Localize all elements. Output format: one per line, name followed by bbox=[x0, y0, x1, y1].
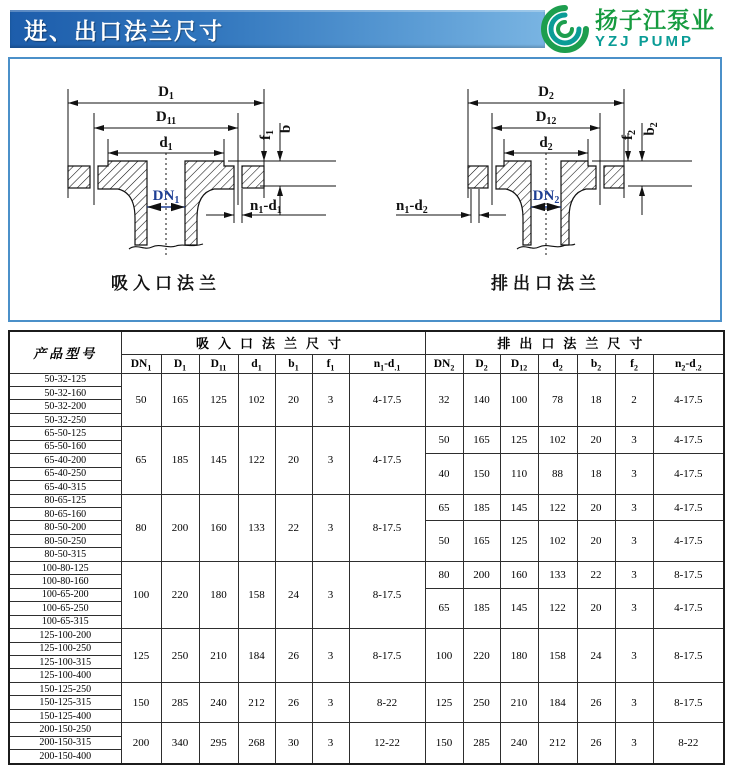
suction-value-cell: 212 bbox=[238, 682, 275, 722]
column-header: $D_{11}$ bbox=[199, 354, 238, 373]
dim-label-n1d1: $n_1-d_1$ bbox=[250, 198, 282, 216]
discharge-value-cell: 8-17.5 bbox=[653, 561, 724, 588]
suction-section-header: 吸入口法兰尺寸 bbox=[121, 331, 425, 354]
discharge-value-cell: 110 bbox=[500, 454, 538, 494]
product-model-cell: 65-40-200 bbox=[9, 454, 121, 467]
product-model-cell: 150-125-400 bbox=[9, 709, 121, 722]
product-model-cell: 80-65-125 bbox=[9, 494, 121, 507]
table-row bbox=[9, 373, 724, 386]
discharge-value-cell: 200 bbox=[463, 561, 500, 588]
logo-company-en: YZJ PUMP bbox=[595, 33, 695, 50]
diagram-panel bbox=[8, 57, 722, 322]
discharge-value-cell: 100 bbox=[500, 373, 538, 427]
discharge-value-cell: 125 bbox=[425, 682, 463, 722]
table-row bbox=[9, 561, 724, 574]
discharge-value-cell: 22 bbox=[577, 561, 615, 588]
dim-label-D2: $D_2$ bbox=[538, 84, 554, 102]
discharge-value-cell: 20 bbox=[577, 588, 615, 628]
suction-value-cell: 3 bbox=[312, 427, 349, 494]
product-model-cell: 150-125-315 bbox=[9, 696, 121, 709]
column-header: $b_2$ bbox=[577, 354, 615, 373]
discharge-value-cell: 3 bbox=[615, 521, 653, 561]
suction-value-cell: 200 bbox=[161, 494, 199, 561]
suction-value-cell: 22 bbox=[275, 494, 312, 561]
suction-value-cell: 125 bbox=[121, 629, 161, 683]
logo-company-cn: 扬子江泵业 bbox=[595, 7, 715, 33]
suction-value-cell: 165 bbox=[161, 373, 199, 427]
flange-dimension-table-wrap bbox=[8, 330, 725, 765]
section-header-row bbox=[9, 331, 724, 354]
table-row bbox=[9, 494, 724, 507]
product-model-cell: 125-100-200 bbox=[9, 629, 121, 642]
discharge-value-cell: 20 bbox=[577, 521, 615, 561]
product-model-cell: 50-32-200 bbox=[9, 400, 121, 413]
table-row bbox=[9, 682, 724, 695]
discharge-value-cell: 100 bbox=[425, 629, 463, 683]
dim-label-D12: $D_{12}$ bbox=[535, 109, 557, 127]
discharge-value-cell: 185 bbox=[463, 494, 500, 521]
logo bbox=[540, 2, 730, 56]
discharge-value-cell: 8-22 bbox=[653, 723, 724, 764]
column-header: $d_1$ bbox=[238, 354, 275, 373]
discharge-value-cell: 78 bbox=[538, 373, 577, 427]
product-model-cell: 50-32-125 bbox=[9, 373, 121, 386]
dim-label-D1: $D_1$ bbox=[158, 84, 174, 102]
product-model-cell: 200-150-315 bbox=[9, 736, 121, 749]
suction-value-cell: 8-22 bbox=[349, 682, 425, 722]
discharge-value-cell: 4-17.5 bbox=[653, 454, 724, 494]
product-model-cell: 200-150-250 bbox=[9, 723, 121, 736]
column-header: $d_2$ bbox=[538, 354, 577, 373]
discharge-value-cell: 88 bbox=[538, 454, 577, 494]
product-model-cell: 100-65-200 bbox=[9, 588, 121, 601]
suction-value-cell: 125 bbox=[199, 373, 238, 427]
suction-value-cell: 65 bbox=[121, 427, 161, 494]
discharge-value-cell: 24 bbox=[577, 629, 615, 683]
table-row bbox=[9, 427, 724, 440]
suction-value-cell: 3 bbox=[312, 494, 349, 561]
discharge-value-cell: 20 bbox=[577, 427, 615, 454]
discharge-value-cell: 65 bbox=[425, 494, 463, 521]
discharge-value-cell: 150 bbox=[425, 723, 463, 764]
discharge-value-cell: 65 bbox=[425, 588, 463, 628]
suction-value-cell: 26 bbox=[275, 629, 312, 683]
discharge-value-cell: 8-17.5 bbox=[653, 682, 724, 722]
swirl-vortex-icon bbox=[540, 4, 590, 54]
column-header: $n_1-d_{.1}$ bbox=[349, 354, 425, 373]
product-model-cell: 80-50-250 bbox=[9, 534, 121, 547]
dim-label-D11: $D_{11}$ bbox=[155, 109, 177, 127]
discharge-value-cell: 102 bbox=[538, 521, 577, 561]
discharge-value-cell: 122 bbox=[538, 588, 577, 628]
discharge-value-cell: 185 bbox=[463, 588, 500, 628]
dim-label-b2: $b_2$ bbox=[642, 122, 660, 136]
column-header: $DN_2$ bbox=[425, 354, 463, 373]
discharge-value-cell: 184 bbox=[538, 682, 577, 722]
discharge-value-cell: 4-17.5 bbox=[653, 588, 724, 628]
suction-value-cell: 24 bbox=[275, 561, 312, 628]
discharge-value-cell: 3 bbox=[615, 454, 653, 494]
column-header: $f_2$ bbox=[615, 354, 653, 373]
column-header: $DN_1$ bbox=[121, 354, 161, 373]
discharge-value-cell: 18 bbox=[577, 373, 615, 427]
page-title: 进、出口法兰尺寸 bbox=[24, 17, 224, 44]
discharge-value-cell: 250 bbox=[463, 682, 500, 722]
column-header: $D_2$ bbox=[463, 354, 500, 373]
product-model-cell: 150-125-250 bbox=[9, 682, 121, 695]
discharge-value-cell: 160 bbox=[500, 561, 538, 588]
discharge-value-cell: 20 bbox=[577, 494, 615, 521]
product-model-cell: 50-32-250 bbox=[9, 413, 121, 426]
title-bar bbox=[10, 10, 545, 48]
discharge-value-cell: 125 bbox=[500, 427, 538, 454]
discharge-value-cell: 165 bbox=[463, 521, 500, 561]
product-model-cell: 100-65-250 bbox=[9, 602, 121, 615]
discharge-caption: 排出口法兰 bbox=[491, 274, 601, 293]
suction-value-cell: 3 bbox=[312, 629, 349, 683]
discharge-value-cell: 3 bbox=[615, 427, 653, 454]
suction-value-cell: 185 bbox=[161, 427, 199, 494]
table-row bbox=[9, 629, 724, 642]
dim-label-f1: $f_1$ bbox=[258, 130, 276, 140]
suction-value-cell: 268 bbox=[238, 723, 275, 764]
suction-value-cell: 133 bbox=[238, 494, 275, 561]
flange-table-body bbox=[9, 373, 724, 764]
product-model-cell: 80-65-160 bbox=[9, 508, 121, 521]
discharge-value-cell: 285 bbox=[463, 723, 500, 764]
discharge-value-cell: 3 bbox=[615, 723, 653, 764]
suction-value-cell: 3 bbox=[312, 723, 349, 764]
suction-value-cell: 150 bbox=[121, 682, 161, 722]
flange-dimension-table bbox=[8, 330, 725, 765]
suction-value-cell: 220 bbox=[161, 561, 199, 628]
suction-value-cell: 122 bbox=[238, 427, 275, 494]
product-model-cell: 125-100-315 bbox=[9, 656, 121, 669]
suction-value-cell: 100 bbox=[121, 561, 161, 628]
dim-label-n1d2: $n_1-d_2$ bbox=[396, 198, 428, 216]
discharge-value-cell: 180 bbox=[500, 629, 538, 683]
dim-label-b: b bbox=[278, 124, 294, 134]
discharge-value-cell: 3 bbox=[615, 682, 653, 722]
suction-value-cell: 180 bbox=[199, 561, 238, 628]
suction-value-cell: 102 bbox=[238, 373, 275, 427]
discharge-value-cell: 4-17.5 bbox=[653, 373, 724, 427]
discharge-flange-diagram bbox=[378, 63, 708, 315]
suction-value-cell: 295 bbox=[199, 723, 238, 764]
suction-value-cell: 8-17.5 bbox=[349, 629, 425, 683]
suction-value-cell: 4-17.5 bbox=[349, 427, 425, 494]
suction-value-cell: 240 bbox=[199, 682, 238, 722]
suction-value-cell: 30 bbox=[275, 723, 312, 764]
suction-value-cell: 8-17.5 bbox=[349, 494, 425, 561]
product-model-cell: 80-50-200 bbox=[9, 521, 121, 534]
discharge-value-cell: 140 bbox=[463, 373, 500, 427]
discharge-value-cell: 145 bbox=[500, 588, 538, 628]
discharge-value-cell: 80 bbox=[425, 561, 463, 588]
product-model-cell: 80-50-315 bbox=[9, 548, 121, 561]
suction-value-cell: 50 bbox=[121, 373, 161, 427]
suction-value-cell: 250 bbox=[161, 629, 199, 683]
discharge-value-cell: 165 bbox=[463, 427, 500, 454]
discharge-value-cell: 212 bbox=[538, 723, 577, 764]
discharge-value-cell: 4-17.5 bbox=[653, 494, 724, 521]
dim-label-f2: $f_2$ bbox=[620, 130, 638, 140]
dim-label-d1: $d_1$ bbox=[159, 135, 173, 153]
discharge-value-cell: 8-17.5 bbox=[653, 629, 724, 683]
suction-value-cell: 158 bbox=[238, 561, 275, 628]
dim-label-DN2: $DN_2$ bbox=[532, 188, 560, 206]
suction-caption: 吸入口法兰 bbox=[111, 274, 221, 293]
product-model-cell: 100-80-160 bbox=[9, 575, 121, 588]
discharge-value-cell: 26 bbox=[577, 682, 615, 722]
product-model-cell: 100-80-125 bbox=[9, 561, 121, 574]
suction-value-cell: 3 bbox=[312, 561, 349, 628]
product-model-cell: 125-100-250 bbox=[9, 642, 121, 655]
suction-value-cell: 3 bbox=[312, 373, 349, 427]
product-model-cell: 65-40-315 bbox=[9, 481, 121, 494]
discharge-section-header: 排出口法兰尺寸 bbox=[425, 331, 724, 354]
suction-value-cell: 3 bbox=[312, 682, 349, 722]
column-header: $f_1$ bbox=[312, 354, 349, 373]
suction-value-cell: 285 bbox=[161, 682, 199, 722]
table-row bbox=[9, 723, 724, 736]
column-header: $n_2-d_{.2}$ bbox=[653, 354, 724, 373]
product-model-cell: 200-150-400 bbox=[9, 750, 121, 764]
suction-value-cell: 20 bbox=[275, 373, 312, 427]
column-header: $D_{12}$ bbox=[500, 354, 538, 373]
suction-value-cell: 8-17.5 bbox=[349, 561, 425, 628]
product-model-cell: 65-40-250 bbox=[9, 467, 121, 480]
column-header: $D_1$ bbox=[161, 354, 199, 373]
discharge-value-cell: 50 bbox=[425, 427, 463, 454]
product-model-cell: 125-100-400 bbox=[9, 669, 121, 682]
discharge-value-cell: 240 bbox=[500, 723, 538, 764]
discharge-value-cell: 3 bbox=[615, 629, 653, 683]
suction-value-cell: 340 bbox=[161, 723, 199, 764]
logo-text bbox=[595, 9, 715, 49]
discharge-value-cell: 220 bbox=[463, 629, 500, 683]
discharge-value-cell: 122 bbox=[538, 494, 577, 521]
suction-value-cell: 20 bbox=[275, 427, 312, 494]
column-header: $b_1$ bbox=[275, 354, 312, 373]
discharge-value-cell: 2 bbox=[615, 373, 653, 427]
discharge-value-cell: 4-17.5 bbox=[653, 427, 724, 454]
product-model-cell: 50-32-160 bbox=[9, 386, 121, 399]
discharge-value-cell: 150 bbox=[463, 454, 500, 494]
discharge-value-cell: 125 bbox=[500, 521, 538, 561]
suction-value-cell: 184 bbox=[238, 629, 275, 683]
suction-value-cell: 160 bbox=[199, 494, 238, 561]
discharge-value-cell: 158 bbox=[538, 629, 577, 683]
suction-value-cell: 4-17.5 bbox=[349, 373, 425, 427]
product-model-cell: 65-50-125 bbox=[9, 427, 121, 440]
suction-value-cell: 210 bbox=[199, 629, 238, 683]
discharge-value-cell: 50 bbox=[425, 521, 463, 561]
suction-value-cell: 80 bbox=[121, 494, 161, 561]
discharge-value-cell: 40 bbox=[425, 454, 463, 494]
discharge-value-cell: 4-17.5 bbox=[653, 521, 724, 561]
discharge-value-cell: 3 bbox=[615, 588, 653, 628]
suction-value-cell: 145 bbox=[199, 427, 238, 494]
discharge-value-cell: 3 bbox=[615, 494, 653, 521]
product-model-header: 产品型号 bbox=[9, 331, 121, 373]
suction-value-cell: 200 bbox=[121, 723, 161, 764]
suction-flange-diagram bbox=[32, 63, 362, 315]
dim-label-DN1: $DN_1$ bbox=[152, 188, 180, 206]
dim-label-d2: $d_2$ bbox=[539, 135, 553, 153]
suction-value-cell: 12-22 bbox=[349, 723, 425, 764]
discharge-value-cell: 32 bbox=[425, 373, 463, 427]
product-model-cell: 100-65-315 bbox=[9, 615, 121, 628]
discharge-value-cell: 26 bbox=[577, 723, 615, 764]
discharge-value-cell: 145 bbox=[500, 494, 538, 521]
suction-value-cell: 26 bbox=[275, 682, 312, 722]
discharge-value-cell: 210 bbox=[500, 682, 538, 722]
discharge-value-cell: 18 bbox=[577, 454, 615, 494]
discharge-value-cell: 3 bbox=[615, 561, 653, 588]
product-model-cell: 65-50-160 bbox=[9, 440, 121, 453]
discharge-value-cell: 133 bbox=[538, 561, 577, 588]
discharge-value-cell: 102 bbox=[538, 427, 577, 454]
